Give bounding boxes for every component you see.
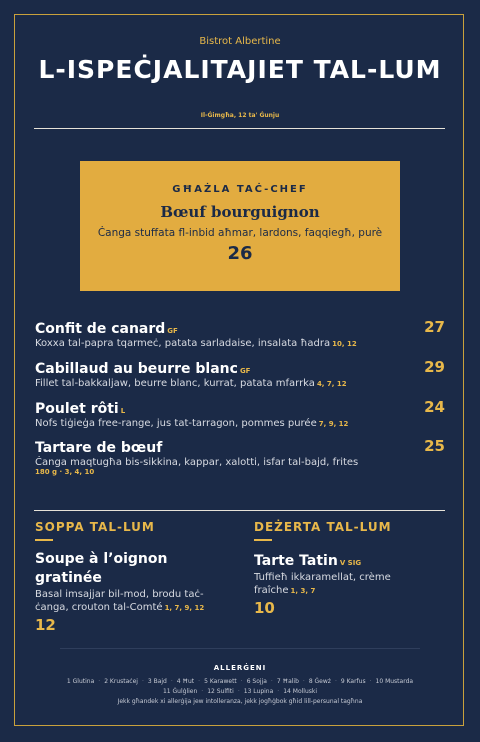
separator-dot: · bbox=[141, 678, 144, 685]
soup-item bbox=[35, 550, 235, 634]
item-description: Koxxa tal-papra tqarmeċ, patata sarladaise, insalata ħadra bbox=[35, 338, 331, 349]
separator-dot: · bbox=[237, 688, 240, 695]
item-diet-tag: GF bbox=[167, 327, 178, 335]
allergen-entry: 4 Ħut bbox=[176, 678, 195, 685]
separator-dot: · bbox=[201, 688, 204, 695]
separator-dot: · bbox=[198, 678, 201, 685]
menu-item bbox=[35, 318, 445, 349]
item-price: 24 bbox=[424, 398, 445, 416]
soup-price: 12 bbox=[35, 616, 56, 634]
allergen-entry: 12 Sulfiti bbox=[207, 688, 234, 695]
item-name: Confit de canard bbox=[35, 321, 166, 337]
chef-choice-label: GĦAŻLA TAĊ-CHEF bbox=[172, 184, 308, 195]
allergen-entry: 2 Krustaċej bbox=[104, 678, 138, 685]
soup-name-line1: Soupe à l’oignon bbox=[35, 551, 168, 567]
separator-dot: · bbox=[240, 678, 243, 685]
dessert-price: 10 bbox=[254, 599, 275, 617]
menu-date: Il-Ġimgħa, 12 ta' Ġunju bbox=[200, 112, 280, 119]
divider bbox=[34, 510, 445, 511]
item-description: Fillet tal-bakkaljaw, beurre blanc, kurrat, patata mfarrka bbox=[35, 378, 315, 389]
menu-item bbox=[35, 358, 445, 389]
allergen-entry: 10 Mustarda bbox=[375, 678, 414, 685]
separator-dot: · bbox=[170, 678, 173, 685]
allergen-entry: 6 Sojja bbox=[246, 678, 267, 685]
chef-choice-dish: Bœuf bourguignon bbox=[160, 203, 320, 221]
divider bbox=[60, 648, 420, 649]
item-price: 25 bbox=[424, 437, 445, 455]
dessert-description-line2: fraîche bbox=[254, 585, 289, 596]
separator-dot: · bbox=[369, 678, 372, 685]
item-price: 27 bbox=[424, 318, 445, 336]
item-diet-tag: L bbox=[120, 407, 126, 415]
item-description: Ċanga maqtugħa bis-sikkina, kappar, xalotti, isfar tal-bajd, frites bbox=[35, 457, 359, 468]
item-allergens: 7, 9, 12 bbox=[318, 420, 349, 428]
allergen-entry: 8 Ġewż bbox=[308, 678, 331, 685]
item-weight-allergens: 180 g · 3, 4, 10 bbox=[35, 468, 95, 476]
separator-dot: · bbox=[277, 688, 280, 695]
allergen-entry: 3 Bajd bbox=[147, 678, 167, 685]
item-allergens: 4, 7, 12 bbox=[316, 380, 347, 388]
item-description: Nofs tiġieġa free-range, jus tat-tarragon, pommes purée bbox=[35, 418, 317, 429]
item-allergens: 10, 12 bbox=[332, 340, 357, 348]
allergens-note: Jekk għandek xi allerġija jew intolleranza, jekk jogħġbok għid lill-persunal tagħna bbox=[117, 698, 363, 705]
soup-name-line2: gratinée bbox=[35, 570, 102, 586]
divider bbox=[34, 128, 445, 129]
item-diet-tag: GF bbox=[239, 367, 251, 375]
page-title: L-ISPEĊJALITAJIET TAL-LUM bbox=[38, 55, 442, 84]
allergen-entry: 11 Ġulġlien bbox=[162, 688, 198, 695]
soup-description-line2: ċanga, crouton tal-Comté bbox=[35, 602, 163, 613]
soup-description-line1: Basal imsajjar bil-mod, brodu taċ- bbox=[35, 589, 204, 600]
dessert-allergens: 1, 3, 7 bbox=[290, 587, 316, 595]
dessert-item bbox=[254, 550, 454, 617]
allergen-entry: 14 Molluski bbox=[283, 688, 318, 695]
separator-dot: · bbox=[270, 678, 273, 685]
allergen-entry: 5 Karawett bbox=[204, 678, 237, 685]
chef-choice-box bbox=[80, 161, 400, 291]
restaurant-name: Bistrot Albertine bbox=[199, 36, 281, 47]
soup-section-heading: SOPPA TAL-LUM bbox=[35, 520, 155, 534]
dessert-name: Tarte Tatin bbox=[254, 553, 338, 569]
dessert-diet-tag: V SIG bbox=[339, 559, 362, 567]
chef-choice-price: 26 bbox=[227, 243, 253, 264]
item-name: Poulet rôti bbox=[35, 401, 119, 417]
section-underline bbox=[254, 539, 272, 541]
separator-dot: · bbox=[98, 678, 101, 685]
allergen-entry: 13 Lupina bbox=[243, 688, 274, 695]
menu-item bbox=[35, 437, 445, 476]
dessert-description-line1: Tuffieħ ikkaramellat, crème bbox=[254, 572, 391, 583]
separator-dot: · bbox=[302, 678, 305, 685]
dessert-section-heading: DEŻERTA TAL-LUM bbox=[254, 520, 392, 534]
menu-item bbox=[35, 398, 445, 429]
item-name: Cabillaud au beurre blanc bbox=[35, 361, 238, 377]
section-underline bbox=[35, 539, 53, 541]
separator-dot: · bbox=[334, 678, 337, 685]
chef-choice-description: Ċanga stuffata fl-inbid aħmar, lardons, faqqiegħ, purè bbox=[97, 227, 383, 239]
allergens-heading: ALLERĠENI bbox=[213, 664, 267, 672]
allergens-list bbox=[30, 677, 450, 697]
soup-allergens: 1, 7, 9, 12 bbox=[164, 604, 205, 612]
allergen-entry: 1 Glutina bbox=[66, 678, 95, 685]
allergen-entry: 7 Ħalib bbox=[276, 678, 299, 685]
item-price: 29 bbox=[424, 358, 445, 376]
item-name: Tartare de bœuf bbox=[35, 440, 163, 456]
allergen-entry: 9 Karfus bbox=[340, 678, 366, 685]
